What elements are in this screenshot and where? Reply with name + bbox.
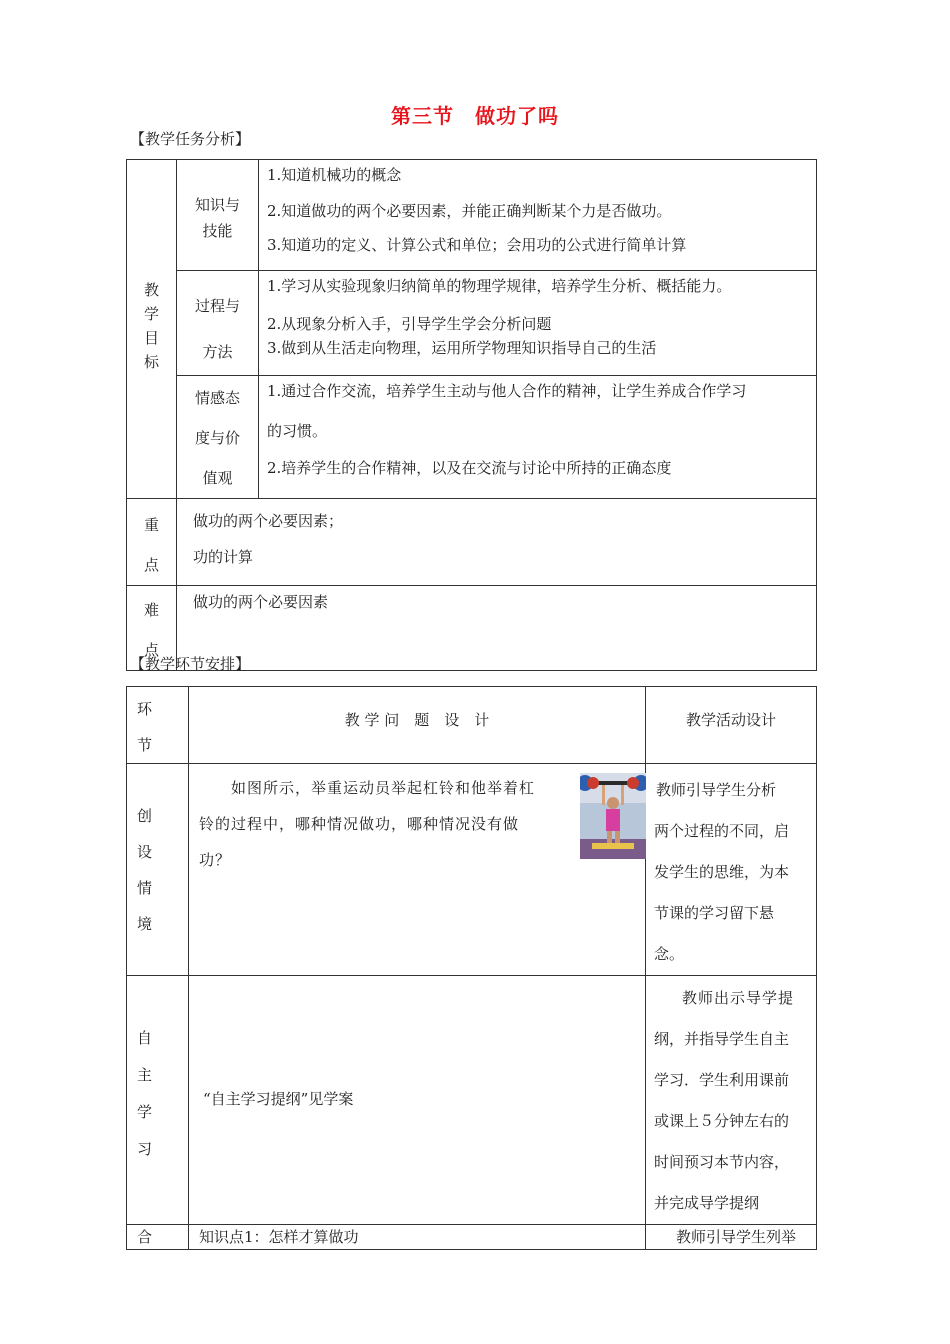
activity-line: 发学生的思维，为本 [654, 863, 790, 881]
design-line: 如图所示，举重运动员举起杠铃和他举着杠 [231, 779, 536, 797]
difficulty-content [177, 586, 817, 671]
stage-cell [127, 764, 189, 976]
stage-char: 习 [137, 1140, 153, 1158]
goal-item: 2.知道做功的两个必要因素，并能正确判断某个力是否做功。 [267, 202, 672, 220]
goal-category-process [177, 271, 259, 376]
header-design-label: 教 学 问 题 设 计 [344, 711, 490, 729]
goal-item: 1.知道机械功的概念 [267, 166, 402, 184]
goal-item: 2.培养学生的合作精神，以及在交流与讨论中所持的正确态度 [267, 459, 672, 477]
category-label: 度与价 [194, 429, 240, 447]
key-point-label [127, 499, 177, 586]
page-title: 第三节 做功了吗 [391, 104, 559, 128]
stage-char: 自 [137, 1029, 153, 1047]
category-label: 情感态 [194, 389, 240, 407]
goal-item: 的习惯。 [267, 422, 328, 440]
design-line: “自主学习提纲”见学案 [203, 1090, 354, 1108]
header-stage [127, 687, 189, 764]
stage-char: 境 [137, 915, 153, 933]
key-point-item: 做功的两个必要因素； [193, 512, 344, 530]
stage-char: 情 [137, 879, 153, 897]
stage-cell [127, 976, 189, 1225]
design-line: 铃的过程中，哪种情况做功，哪种情况没有做 [199, 815, 520, 833]
analysis-table [126, 159, 817, 671]
goal-category-attitude [177, 376, 259, 499]
weightlifter-photo [580, 773, 646, 859]
difficulty-item: 做功的两个必要因素 [193, 593, 329, 611]
activity-cell [646, 764, 817, 976]
goal-label-char: 教 [143, 281, 159, 299]
design-cell [189, 1225, 646, 1250]
goal-category-knowledge [177, 160, 259, 271]
difficulty-label-char: 难 [143, 601, 159, 619]
category-label: 方法 [202, 343, 233, 361]
key-point-content [177, 499, 817, 586]
goal-items-attitude [259, 376, 817, 499]
activity-line: 或课上５分钟左右的 [654, 1112, 790, 1130]
stage-char: 创 [137, 807, 153, 825]
activity-line: 纲，并指导学生自主 [654, 1030, 790, 1048]
activity-line: 节课的学习留下悬 [654, 904, 775, 922]
goal-items-process [259, 271, 817, 376]
category-label: 过程与 [194, 297, 240, 315]
goal-item: 3.做到从生活走向物理，运用所学物理知识指导自己的生活 [267, 339, 657, 357]
activity-line: 时间预习本节内容， [654, 1153, 790, 1171]
stage-char: 主 [137, 1066, 153, 1084]
stage-char: 设 [137, 843, 153, 861]
arrangement-table [126, 686, 817, 1250]
key-point-item: 功的计算 [193, 548, 254, 566]
section-heading-arrangement: 【教学环节安排】 [130, 655, 251, 673]
activity-line: 教师出示导学提 [682, 989, 795, 1007]
difficulty-label-char: 点 [143, 641, 159, 659]
activity-line: 教师引导学生列举 [676, 1228, 797, 1246]
category-label: 值观 [202, 469, 233, 487]
key-label-char: 重 [143, 516, 159, 534]
header-design [189, 687, 646, 764]
goal-label-char: 标 [143, 353, 159, 371]
header-stage-char: 节 [137, 736, 153, 754]
design-line: 知识点1：怎样才算做功 [199, 1228, 359, 1246]
activity-line: 教师引导学生分析 [656, 781, 777, 799]
category-label: 技能 [202, 222, 233, 240]
activity-cell [646, 976, 817, 1225]
header-stage-char: 环 [137, 700, 153, 718]
stage-char: 合 [137, 1228, 153, 1246]
activity-line: 念。 [654, 945, 685, 963]
stage-char: 学 [137, 1103, 153, 1121]
key-label-char: 点 [143, 556, 159, 574]
header-activity [646, 687, 817, 764]
goal-item: 3.知道功的定义、计算公式和单位；会用功的公式进行简单计算 [267, 236, 687, 254]
activity-cell [646, 1225, 817, 1250]
goal-items-knowledge [259, 160, 817, 271]
activity-line: 两个过程的不同，启 [654, 822, 790, 840]
goal-label-char: 目 [143, 329, 159, 347]
stage-cell [127, 1225, 189, 1250]
design-cell [189, 764, 646, 976]
section-heading-analysis: 【教学任务分析】 [130, 130, 251, 148]
activity-line: 并完成导学提纲 [654, 1194, 760, 1212]
goal-item: 1.学习从实验现象归纳简单的物理学规律，培养学生分析、概括能力。 [267, 277, 732, 295]
goal-item: 2.从现象分析入手，引导学生学会分析问题 [267, 315, 552, 333]
design-line: 功？ [199, 851, 232, 869]
goal-label [127, 160, 177, 499]
activity-line: 学习．学生利用课前 [654, 1071, 790, 1089]
goal-label-char: 学 [143, 305, 159, 323]
design-cell [189, 976, 646, 1225]
header-activity-label: 教学活动设计 [685, 711, 776, 729]
category-label: 知识与 [194, 196, 240, 214]
weightlifter-photo-image [580, 773, 646, 859]
goal-item: 1.通过合作交流，培养学生主动与他人合作的精神，让学生养成合作学习 [267, 382, 747, 400]
